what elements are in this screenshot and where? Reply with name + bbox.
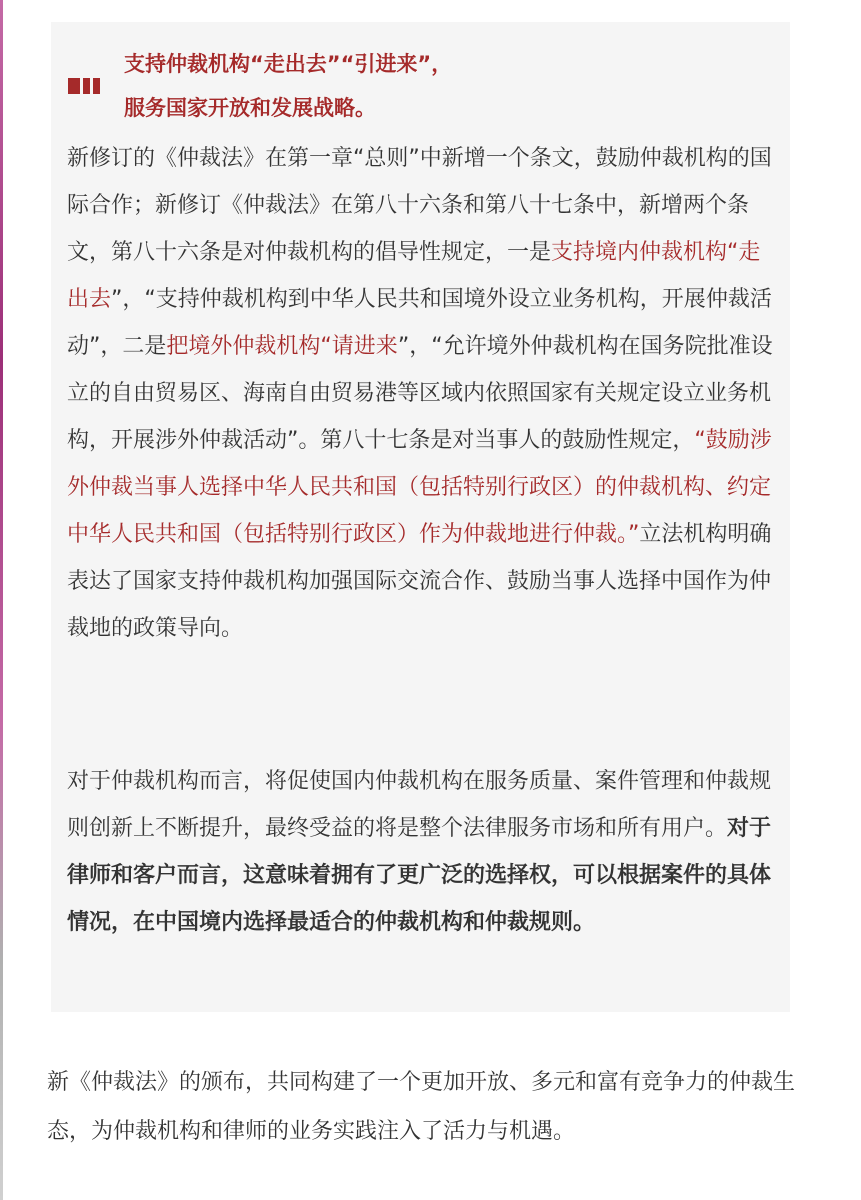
highlight-box [51,22,790,1012]
para1-highlight-bring-in: 把境外仲裁机构“请进来 [166,334,398,359]
paragraph-conclusion: 新《仲裁法》的颁布，共同构建了一个更加开放、多元和富有竞争力的仲裁生态，为仲裁机构和律师的业务实践注入了活力与机遇。 [47,1070,796,1144]
paragraph-arbitration-provisions [67,135,779,652]
heading-line-1: 支持仲裁机构“走出去”“引进来”， [124,52,453,76]
para1-text-3: ”，“允许境外仲裁机构在国务院批准设立的自由贸易区、海南自由贸易港等区域内依照国家有关规定设立业务机构，开展涉外仲裁活动”。第八十七条是对当事人的鼓励性规定， [67,334,773,453]
para1-text-2: ”，“支持仲裁机构到中华人民共和国境外设立业务机构，开展仲裁活动”，二是 [67,287,772,359]
section-heading [124,42,764,130]
left-edge-strip [0,0,3,1200]
para1-highlight-go-out: 支持境内仲裁机构“走出去 [67,240,761,312]
paragraph-impact [67,758,779,946]
para1-text-4: 立法机构明确表达了国家支持仲裁机构加强国际交流合作、鼓励当事人选择中国作为仲裁地的政策导向。 [67,522,772,641]
heading-line-2: 服务国家开放和发展战略。 [124,96,376,120]
para1-text-1: 新修订的《仲裁法》在第一章“总则”中新增一个条文，鼓励仲裁机构的国际合作；新修订《仲裁法》在第八十六条和第八十七条中，新增两个条文，第八十六条是对仲裁机构的倡导性规定，一是 [67,146,772,265]
para2-bold-text: 对于律师和客户而言，这意味着拥有了更广泛的选择权，可以根据案件的具体情况，在中国境内选择最适合的仲裁机构和仲裁规则。 [67,816,772,935]
para2-text-1: 对于仲裁机构而言，将促使国内仲裁机构在服务质量、案件管理和仲裁规则创新上不断提升，最终受益的将是整个法律服务市场和所有用户。 [67,769,772,841]
heading-bars-icon [68,78,102,94]
para1-highlight-article-87: “鼓励涉外仲裁当事人选择中华人民共和国（包括特别行政区）的仲裁机构、约定中华人民共和国（包括特别行政区）作为仲裁地进行仲裁。” [67,428,772,547]
